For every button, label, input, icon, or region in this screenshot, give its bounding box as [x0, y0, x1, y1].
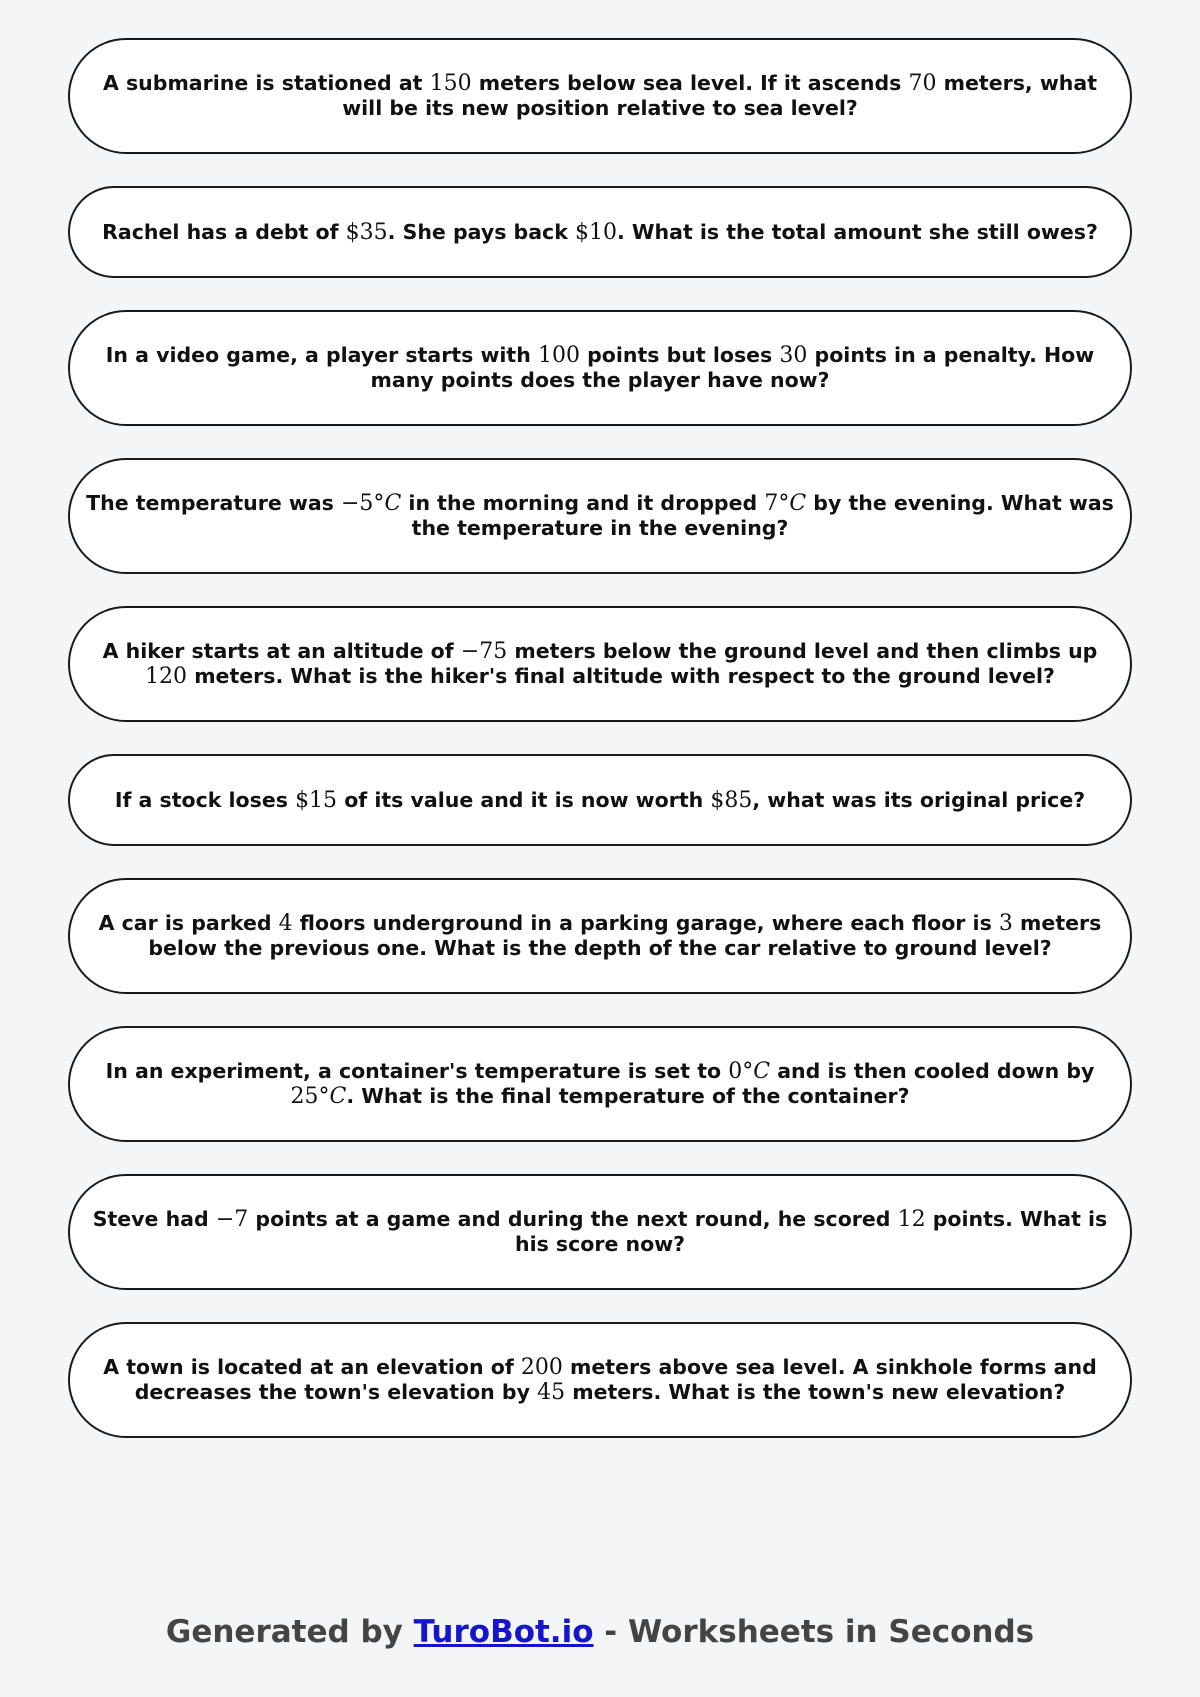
text-run: In a video game, a player starts with — [105, 343, 538, 367]
text-run: meters above sea level. A sinkhole forms and decreases the town's elevation by — [134, 1355, 1097, 1404]
text-run: meters. What is the town's new elevation? — [565, 1380, 1066, 1404]
math-value: 30 — [779, 343, 808, 368]
math-unit: C — [789, 491, 807, 516]
question-text — [86, 639, 1114, 689]
math-value: 7° — [764, 491, 790, 516]
math-value: $85 — [710, 787, 753, 813]
text-run: and is then cooled down by — [770, 1059, 1095, 1083]
math-value: 3 — [998, 911, 1013, 936]
turobot-link[interactable]: TuroBot.io — [413, 1614, 594, 1650]
math-value: 12 — [897, 1207, 926, 1232]
math-value: 100 — [537, 343, 580, 368]
question-card — [68, 1026, 1132, 1142]
text-run: Steve had — [92, 1207, 216, 1231]
text-run: points in a penalty. How many points does the player have now? — [370, 343, 1095, 392]
text-run: meters below the previous one. What is the depth of the car relative to ground level? — [148, 911, 1102, 960]
text-run: meters below the ground level and then climbs up — [507, 639, 1098, 663]
question-card — [68, 38, 1132, 154]
math-value: 45 — [537, 1380, 566, 1405]
math-value: 150 — [429, 71, 472, 96]
question-card — [68, 310, 1132, 426]
text-run: A town is located at an elevation of — [103, 1355, 521, 1379]
footer-suffix: - Worksheets in Seconds — [593, 1614, 1035, 1650]
text-run: A car is parked — [98, 911, 279, 935]
question-card — [68, 754, 1132, 846]
question-text — [102, 220, 1098, 245]
question-text — [86, 343, 1114, 393]
text-run: points at a game and during the next round, he scored — [248, 1207, 898, 1231]
text-run: in the morning and it dropped — [401, 491, 765, 515]
math-unit: C — [384, 491, 402, 516]
math-unit: C — [753, 1059, 771, 1084]
question-text — [86, 911, 1114, 961]
text-run: points but loses — [579, 343, 780, 367]
question-card — [68, 1174, 1132, 1290]
question-text — [86, 1355, 1114, 1405]
math-value: −7 — [215, 1207, 249, 1232]
math-unit: C — [329, 1084, 347, 1109]
question-text — [86, 71, 1114, 121]
math-value: 70 — [908, 71, 937, 96]
text-run: by the evening. What was the temperature in the evening? — [411, 491, 1114, 540]
math-value: 0° — [728, 1059, 754, 1084]
text-run: , what was its original price? — [752, 787, 1086, 812]
question-card — [68, 1322, 1132, 1438]
text-run: A hiker starts at an altitude of — [102, 639, 461, 663]
question-card — [68, 458, 1132, 574]
question-text — [86, 1059, 1114, 1109]
text-run: floors underground in a parking garage, where each floor is — [292, 911, 999, 935]
text-run: . She pays back — [387, 219, 575, 244]
math-value: 200 — [520, 1355, 563, 1380]
text-run: . What is the final temperature of the container? — [346, 1084, 910, 1108]
text-run: . What is the total amount she still owes? — [616, 219, 1098, 244]
math-value: $35 — [345, 219, 388, 245]
question-text — [86, 1207, 1114, 1257]
footer-credit — [0, 1614, 1200, 1650]
text-run: If a stock loses — [114, 787, 296, 812]
text-run: meters. What is the hiker's final altitude with respect to the ground level? — [187, 664, 1055, 688]
text-run: meters below sea level. If it ascends — [471, 71, 909, 95]
math-value: 120 — [145, 664, 188, 689]
math-value: 4 — [278, 911, 293, 936]
question-card — [68, 606, 1132, 722]
text-run: meters, what will be its new position relative to sea level? — [342, 71, 1098, 120]
text-run: The temperature was — [86, 491, 341, 515]
question-card — [68, 186, 1132, 278]
math-value: −5° — [341, 491, 385, 516]
math-value: −75 — [460, 639, 508, 664]
question-text — [115, 788, 1085, 813]
question-card — [68, 878, 1132, 994]
text-run: In an experiment, a container's temperature is set to — [105, 1059, 729, 1083]
math-value: $10 — [574, 219, 617, 245]
text-run: Rachel has a debt of — [102, 219, 346, 244]
text-run: A submarine is stationed at — [102, 71, 430, 95]
math-value: 25° — [290, 1084, 330, 1109]
text-run: points. What is his score now? — [514, 1207, 1108, 1256]
question-text — [86, 491, 1114, 541]
footer-prefix: Generated by — [165, 1614, 414, 1650]
text-run: of its value and it is now worth — [337, 787, 711, 812]
question-list — [68, 38, 1132, 1470]
math-value: $15 — [295, 787, 338, 813]
